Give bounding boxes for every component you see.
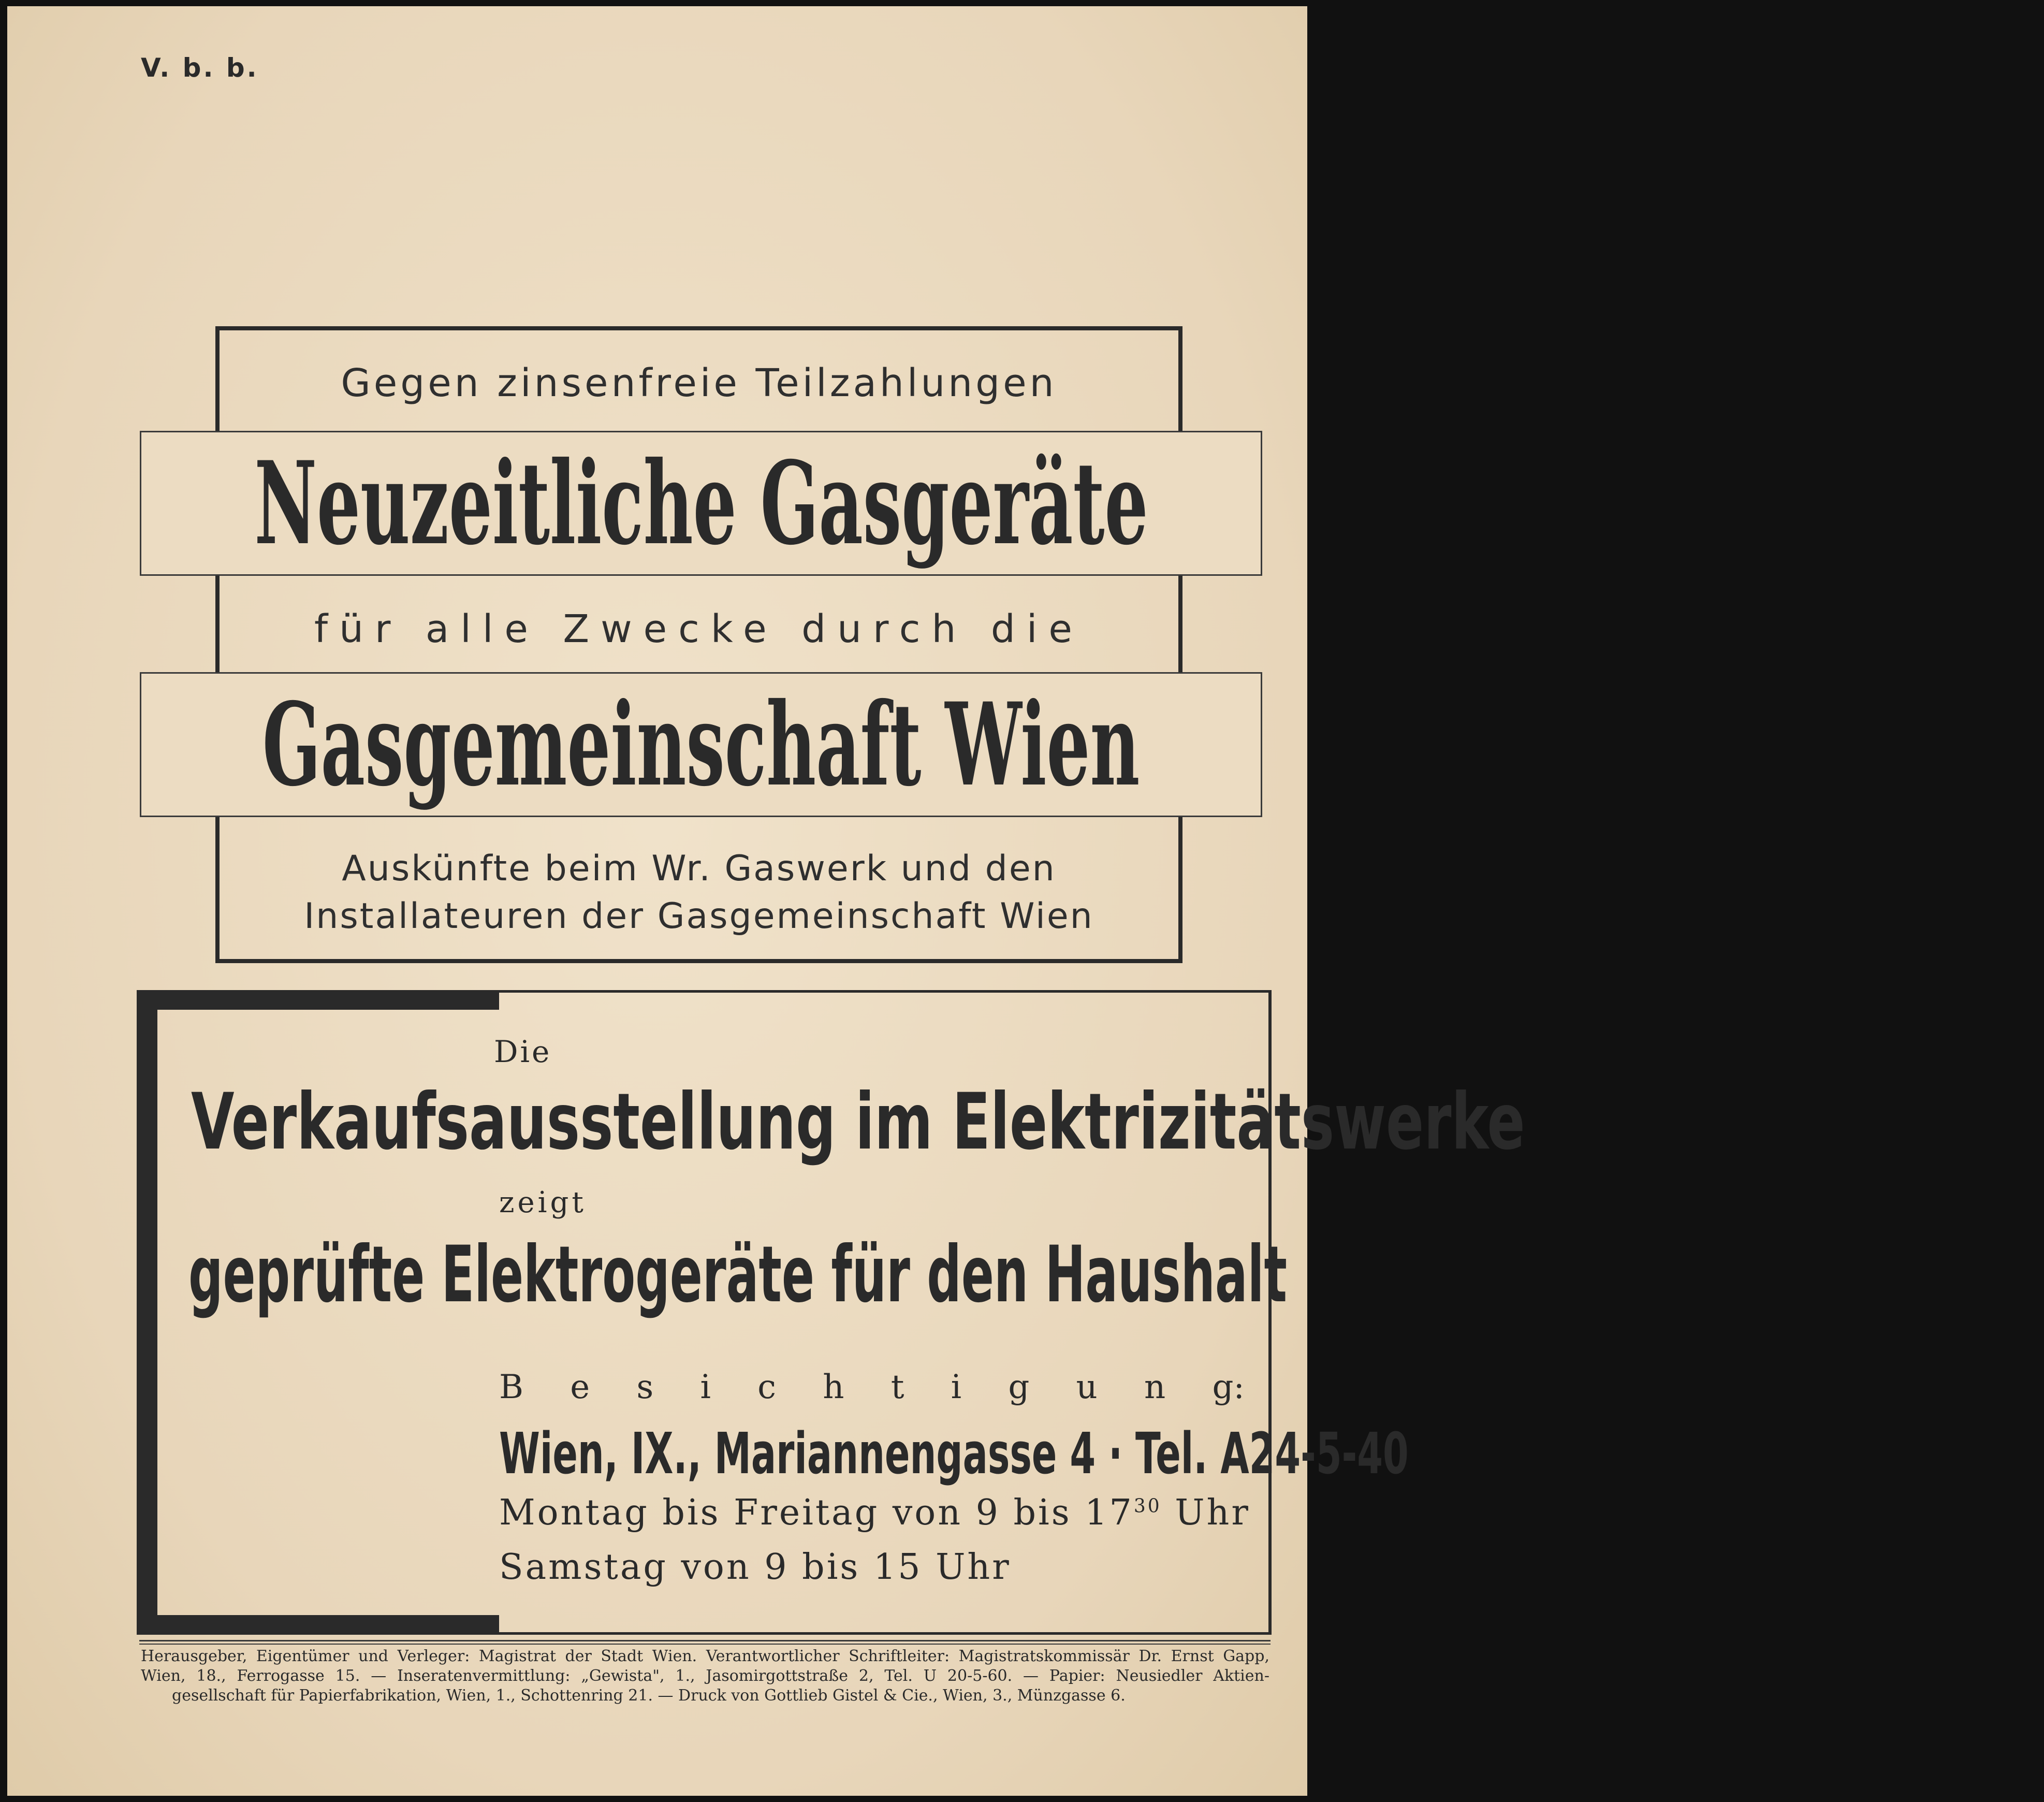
electric-ad-headline-2-text: geprüfte Elektrogeräte für den Haushalt: [188, 1230, 1287, 1320]
electric-ad-headline-2: [188, 1230, 1961, 1320]
imprint-rule-bottom: [139, 1644, 1271, 1645]
opening-hours-weekdays: [499, 1492, 1250, 1533]
imprint-line-1: Herausgeber, Eigentümer und Verleger: Magistrat der Stadt Wien. Verantwortlicher Schriftleiter: Magistratskommissär Dr. Ernst Gapp,: [141, 1647, 1269, 1665]
imprint-line-3: gesellschaft für Papierfabrikation, Wien, 1., Schottenring 21. — Druck von Gottlieb Gistel & Cie., Wien, 3., Münzgasse 6.: [172, 1687, 1126, 1705]
imprint-rule-top: [139, 1640, 1271, 1641]
electric-ad-frame-bottom-bar: [137, 1615, 499, 1635]
electric-ad-headline-1-text: Verkaufsausstellung im Elektrizitätswerke: [191, 1077, 1525, 1167]
imprint-line-2: Wien, 18., Ferrogasse 15. — Inseratenvermittlung: „Gewista", 1., Jasomirgottstraße 2, Tel. U 20-5-60. — Papier: Neusiedler Aktien-: [141, 1667, 1269, 1685]
besichtigung-letter: g:: [1212, 1368, 1245, 1406]
besichtigung-letter: g: [1008, 1368, 1030, 1406]
gas-ad-info-line-1: Auskünfte beim Wr. Gaswerk und den: [342, 848, 1056, 889]
gas-ad-headline-band-2: [140, 672, 1262, 817]
besichtigung-letter: n: [1144, 1368, 1166, 1406]
newspaper-page: [7, 6, 1525, 1796]
gas-ad-headline-1: Neuzeitliche Gasgeräte: [254, 436, 1148, 570]
besichtigung-letter: u: [1076, 1368, 1098, 1406]
electric-ad-frame-left-bar: [137, 990, 157, 1635]
opening-hours-weekdays-text: Montag bis Freitag von 9 bis 17: [499, 1492, 1134, 1533]
electric-ad-die: Die: [494, 1034, 552, 1069]
gas-ad-line-2: für alle Zwecke durch die: [314, 607, 1084, 651]
postal-mark: V. b. b.: [141, 53, 259, 83]
gas-ad-line-1: Gegen zinsenfreie Teilzahlungen: [341, 361, 1057, 405]
electric-ad-headline-1: [191, 1077, 2044, 1167]
besichtigung-letter: i: [951, 1368, 962, 1406]
electric-ad-address-text: Wien, IX., Mariannengasse 4 · Tel. A24-5-40: [499, 1420, 1409, 1487]
gas-ad-info: [215, 845, 1182, 940]
besichtigung-letter: c: [757, 1368, 776, 1406]
besichtigung-letter: s: [636, 1368, 654, 1406]
electric-ad-address: [499, 1420, 1899, 1487]
besichtigung-letter: B: [499, 1368, 524, 1406]
besichtigung-letter: e: [570, 1368, 590, 1406]
besichtigung-letter: t: [890, 1368, 904, 1406]
electric-ad-frame-top-bar: [137, 990, 499, 1010]
opening-hours-saturday: Samstag von 9 bis 15 Uhr: [499, 1547, 1011, 1588]
imprint: [141, 1647, 1269, 1706]
opening-hours-minutes: 30: [1133, 1495, 1162, 1517]
gas-ad-headline-band-1: [140, 431, 1262, 576]
gas-ad-headline-2: Gasgemeinschaft Wien: [262, 677, 1140, 811]
besichtigung-label: [499, 1368, 1245, 1406]
gas-ad-info-line-2: Installateuren der Gasgemeinschaft Wien: [304, 896, 1094, 937]
besichtigung-letter: i: [700, 1368, 711, 1406]
opening-hours-weekdays-end: Uhr: [1161, 1492, 1250, 1533]
besichtigung-letter: h: [823, 1368, 844, 1406]
electric-ad-zeigt: zeigt: [499, 1186, 587, 1219]
